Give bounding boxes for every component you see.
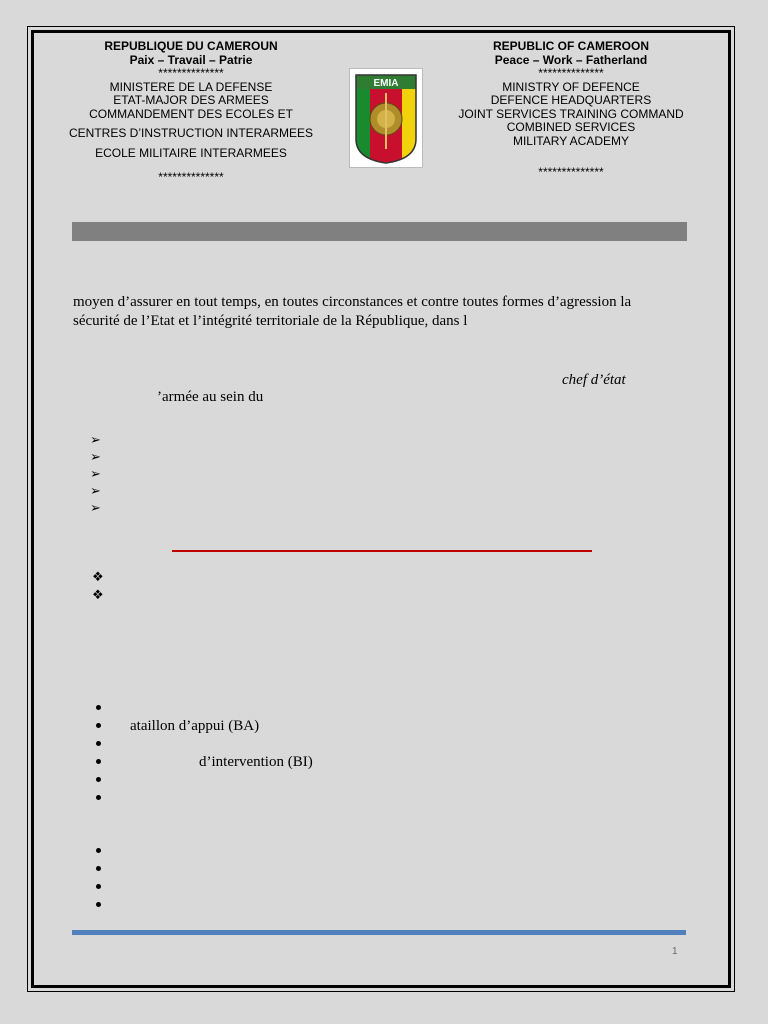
page-number: 1 [672,946,678,957]
centres-fr: CENTRES D’INSTRUCTION INTERARMEES [68,126,313,140]
command-en: JOINT SERVICES TRAINING COMMAND [458,106,684,121]
intro-paragraph [73,293,673,331]
title-bar [72,222,687,241]
header-left [60,40,322,185]
emia-crest-icon [349,68,423,168]
list-item: d’intervention (BI) [199,754,313,770]
arrow-bullet-icon: ➢ [90,466,101,481]
country-en: REPUBLIC OF CAMEROON [493,39,649,53]
paragraph-line: sécurité de l’Etat et l’intégrité territoriale de la République, dans l [73,313,468,329]
paragraph-line: moyen d’assurer en tout temps, en toutes circonstances et contre toutes formes d’agression la [73,294,632,310]
round-bullet-icon [96,741,101,746]
round-bullet-icon [96,723,101,728]
round-bullet-icon [96,795,101,800]
round-bullet-icon [96,848,101,853]
stars-separator: ************** [158,66,224,80]
motto-en: Peace – Work – Fatherland [494,52,648,67]
chef-text: chef d’état [562,372,626,388]
staff-fr: ETAT-MAJOR DES ARMEES [113,93,269,107]
header-right [440,40,702,180]
arrow-bullet-icon: ➢ [90,449,101,464]
stars-separator: ************** [158,170,224,184]
armee-text: ’armée au sein du [157,389,264,405]
diamond-bullet-icon: ❖ [92,569,104,584]
round-bullet-icon [96,884,101,889]
services-en: COMBINED SERVICES [506,120,636,134]
round-bullet-icon [96,777,101,782]
arrow-bullet-icon: ➢ [90,500,101,515]
ministry-en: MINISTRY OF DEFENCE [502,79,640,94]
ministry-fr: MINISTERE DE LA DEFENSE [109,79,273,94]
svg-text:EMIA: EMIA [373,78,399,89]
list-item: ataillon d’appui (BA) [130,718,260,734]
arrow-bullet-icon: ➢ [90,432,101,447]
stars-separator: ************** [538,165,604,179]
stars-separator: ************** [538,66,604,80]
command-fr: COMMANDEMENT DES ECOLES ET [89,106,293,121]
school-fr: ECOLE MILITAIRE INTERARMEES [95,145,287,160]
headquarters-en: DEFENCE HEADQUARTERS [490,93,652,107]
round-bullet-icon [96,902,101,907]
academy-en: MILITARY ACADEMY [512,133,630,148]
round-bullet-icon [96,866,101,871]
arrow-bullet-icon: ➢ [90,483,101,498]
diamond-bullet-icon: ❖ [92,587,104,602]
round-bullet-icon [96,759,101,764]
country-fr: REPUBLIQUE DU CAMEROUN [104,39,278,53]
round-bullet-icon [96,705,101,710]
motto-fr: Paix – Travail – Patrie [129,52,253,67]
footer-rule [72,930,686,935]
red-underline [172,550,592,552]
